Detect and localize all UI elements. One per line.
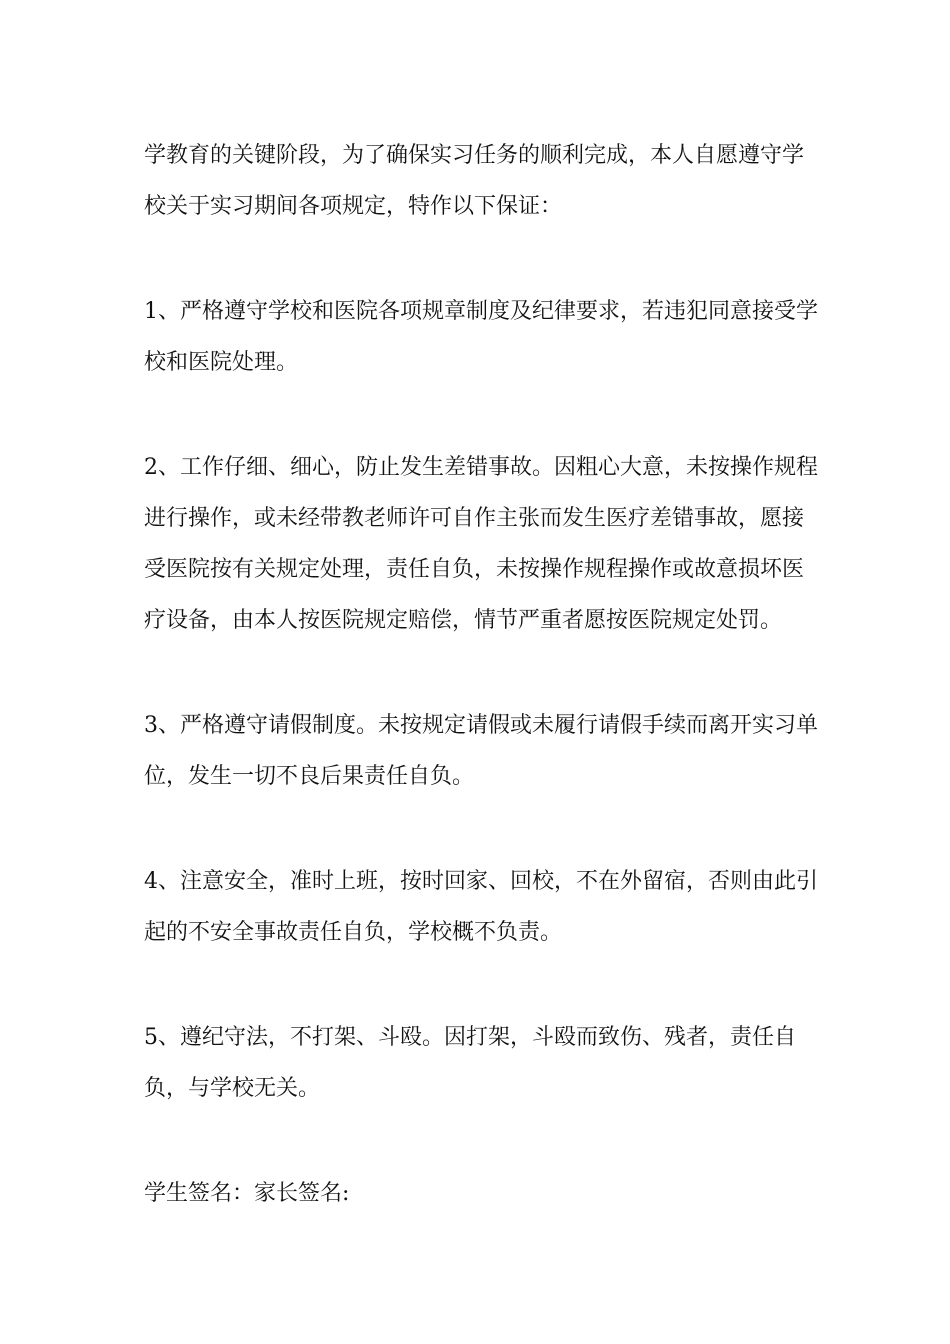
paragraph-gap: [144, 802, 824, 856]
paragraph-gap: [144, 232, 824, 286]
document-body: [144, 130, 824, 1219]
intro-paragraph: 学教育的关键阶段，为了确保实习任务的顺利完成，本人自愿遵守学校关于实习期间各项规定，特作以下保证：: [144, 143, 805, 219]
clause-1-paragraph: 1、严格遵守学校和医院各项规章制度及纪律要求，若违犯同意接受学校和医院处理。: [144, 299, 818, 375]
paragraph-gap: [144, 958, 824, 1012]
paragraph-gap: [144, 1114, 824, 1168]
signature-line: 学生签名：家长签名:: [144, 1181, 350, 1206]
clause-3-paragraph: 3、严格遵守请假制度。未按规定请假或未履行请假手续而离开实习单位，发生一切不良后果责任自负。: [144, 713, 818, 789]
clause-5-paragraph: 5、遵纪守法，不打架、斗殴。因打架，斗殴而致伤、残者，责任自负，与学校无关。: [144, 1025, 796, 1101]
paragraph-gap: [144, 388, 824, 442]
clause-4-paragraph: 4、注意安全，准时上班，按时回家、回校，不在外留宿，否则由此引起的不安全事故责任自负，学校概不负责。: [144, 869, 818, 945]
paragraph-gap: [144, 646, 824, 700]
clause-2-paragraph: 2、工作仔细、细心，防止发生差错事故。因粗心大意，未按操作规程进行操作，或未经带教老师许可自作主张而发生医疗差错事故，愿接受医院按有关规定处理，责任自负，未按操作规程操作或故意损坏医疗设备，由本人按医院规定赔偿，情节严重者愿按医院规定处罚。: [144, 455, 818, 633]
